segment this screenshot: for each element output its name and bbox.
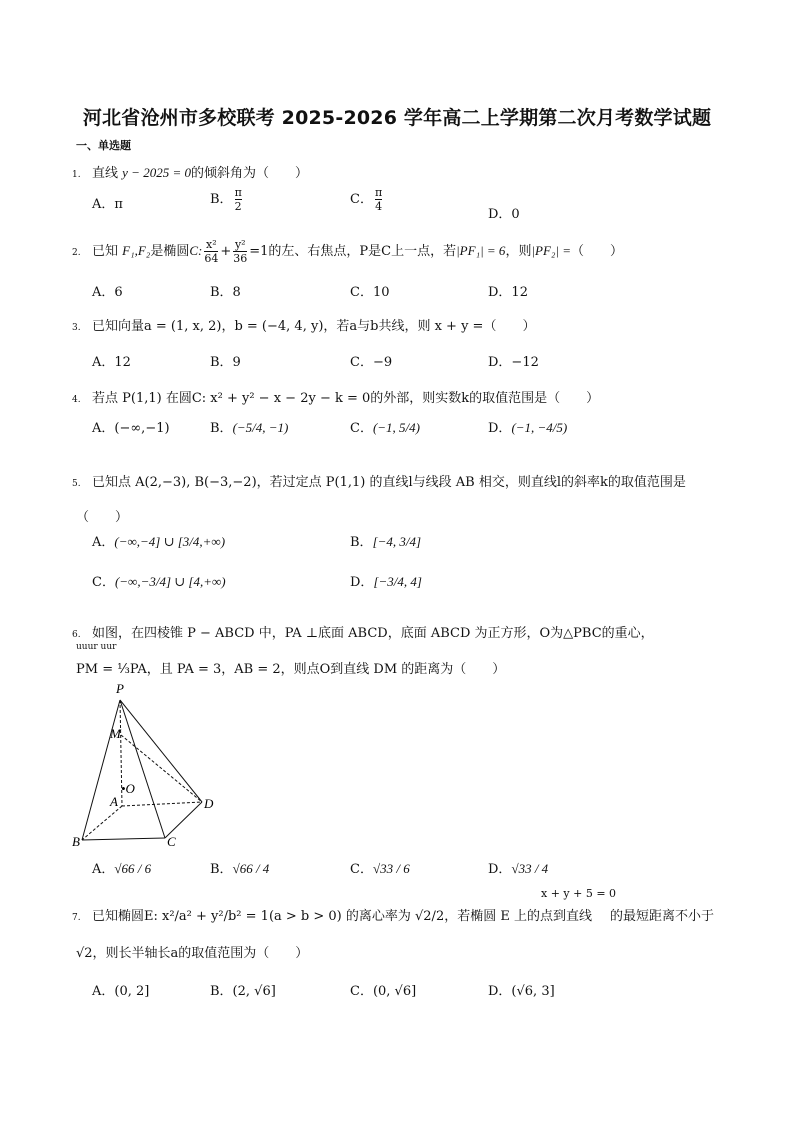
q3-option-a[interactable]: A．12 (92, 355, 131, 370)
question-1: 1. 直线 y − 2025 = 0的倾斜角为（ ） (72, 165, 308, 181)
label-d: D (204, 796, 214, 811)
q5-option-a[interactable]: A．(−∞,−4] ∪ [3/4,+∞) (92, 534, 226, 550)
edge-pb (82, 700, 120, 840)
q4-option-a[interactable]: A．(−∞,−1) (92, 421, 170, 436)
label-o: •O (121, 781, 135, 796)
q7-line-equation: x + y + 5 = 0 (541, 887, 617, 900)
q1-option-a[interactable]: A．π (92, 197, 123, 212)
question-5: 5. 已知点 A(2,−3), B(−3,−2)，若过定点 P(1,1) 的直线l与线段 AB 相交，则直线l的斜率k的取值范围是 (72, 475, 686, 490)
q5-option-b[interactable]: B．[−4, 3/4] (350, 534, 422, 550)
q3-option-b[interactable]: B．9 (210, 355, 241, 370)
q7-option-c[interactable]: C．(0, √6] (350, 984, 417, 999)
q1-option-c[interactable]: C． $\frac{\pi}{4}$ (350, 186, 383, 213)
q7-option-b[interactable]: B．(2, √6] (210, 984, 276, 999)
q6-option-b[interactable]: B．√66 / 4 (210, 861, 270, 877)
q7-line2: √2，则长半轴长a的取值范围为（ ） (76, 946, 309, 961)
label-c: C (167, 834, 176, 849)
q2-option-d[interactable]: D．12 (488, 285, 528, 300)
edge-pc (120, 700, 165, 838)
q5-blank: （ ） (76, 510, 129, 525)
q2-option-b[interactable]: B．8 (210, 285, 241, 300)
section-heading: 一、单选题 (76, 139, 131, 152)
question-4: 4. 若点 P(1,1) 在圆C: x² + y² − x − 2y − k = 0的外部，则实数k的取值范围是（ ） (72, 391, 600, 406)
q4-option-c[interactable]: C．(−1, 5/4) (350, 420, 420, 436)
q1-option-b[interactable]: B． $\frac{\pi}{2}$ (210, 186, 242, 213)
label-m: M (110, 726, 121, 741)
q6-option-c[interactable]: C．√33 / 6 (350, 861, 410, 877)
q7-option-a[interactable]: A．(0, 2] (92, 984, 150, 999)
edge-ab (82, 806, 122, 840)
q6-option-a[interactable]: A．√66 / 6 (92, 861, 152, 877)
q2-option-c[interactable]: C．10 (350, 285, 390, 300)
q2-option-a[interactable]: A．6 (92, 285, 123, 300)
q1-option-d[interactable]: D．0 (488, 207, 520, 222)
question-7: 7. 已知椭圆E: x²/a² + y²/b² = 1(a > b > 0) 的离心率为 √2/2，若椭圆 E 上的点到直线 (72, 909, 592, 924)
q7-tail: 的最短距离不小于 (610, 909, 715, 924)
question-2: 2. 已知 F₁,F₂是椭圆C: $\frac{\text{x²}}{64}$ + $\frac{\text{y²}}{36}$ =1的左、右焦点，P是C上一点，若|PF₁| = 6，则|PF₂| =（ ） (72, 238, 624, 265)
q5-option-d[interactable]: D．[−3/4, 4] (350, 574, 422, 590)
q6-line2: PM = ⅓PA，且 PA = 3，AB = 2，则点O到直线 DM 的距离为（ ） (76, 662, 506, 677)
q3-option-d[interactable]: D．−12 (488, 355, 539, 370)
q3-option-c[interactable]: C．−9 (350, 355, 393, 370)
edge-bc (82, 838, 165, 840)
question-3: 3. 已知向量a = (1, x, 2)，b = (−4, 4, y)，若a与b共线，则 x + y =（ ） (72, 319, 536, 334)
q6-option-d[interactable]: D．√33 / 4 (488, 861, 549, 877)
q5-option-c[interactable]: C．(−∞,−3/4] ∪ [4,+∞) (92, 574, 226, 590)
q4-option-d[interactable]: D．(−1, −4/5) (488, 420, 568, 436)
label-p: P (116, 681, 124, 696)
page-title: 河北省沧州市多校联考 2025-2026 学年高二上学期第二次月考数学试题 (82, 107, 712, 129)
q7-option-d[interactable]: D．(√6, 3] (488, 984, 555, 999)
q4-option-b[interactable]: B．(−5/4, −1) (210, 420, 289, 436)
q6-vector-marks: uuur uur (76, 642, 117, 652)
question-6: 6. 如图，在四棱锥 P − ABCD 中，PA ⊥底面 ABCD，底面 ABCD 为正方形，O为△PBC的重心， (72, 626, 654, 641)
label-a: A (110, 794, 118, 809)
pyramid-figure (70, 680, 230, 850)
label-b: B (72, 834, 80, 849)
edge-ad (122, 802, 202, 806)
edge-cd (165, 802, 202, 838)
